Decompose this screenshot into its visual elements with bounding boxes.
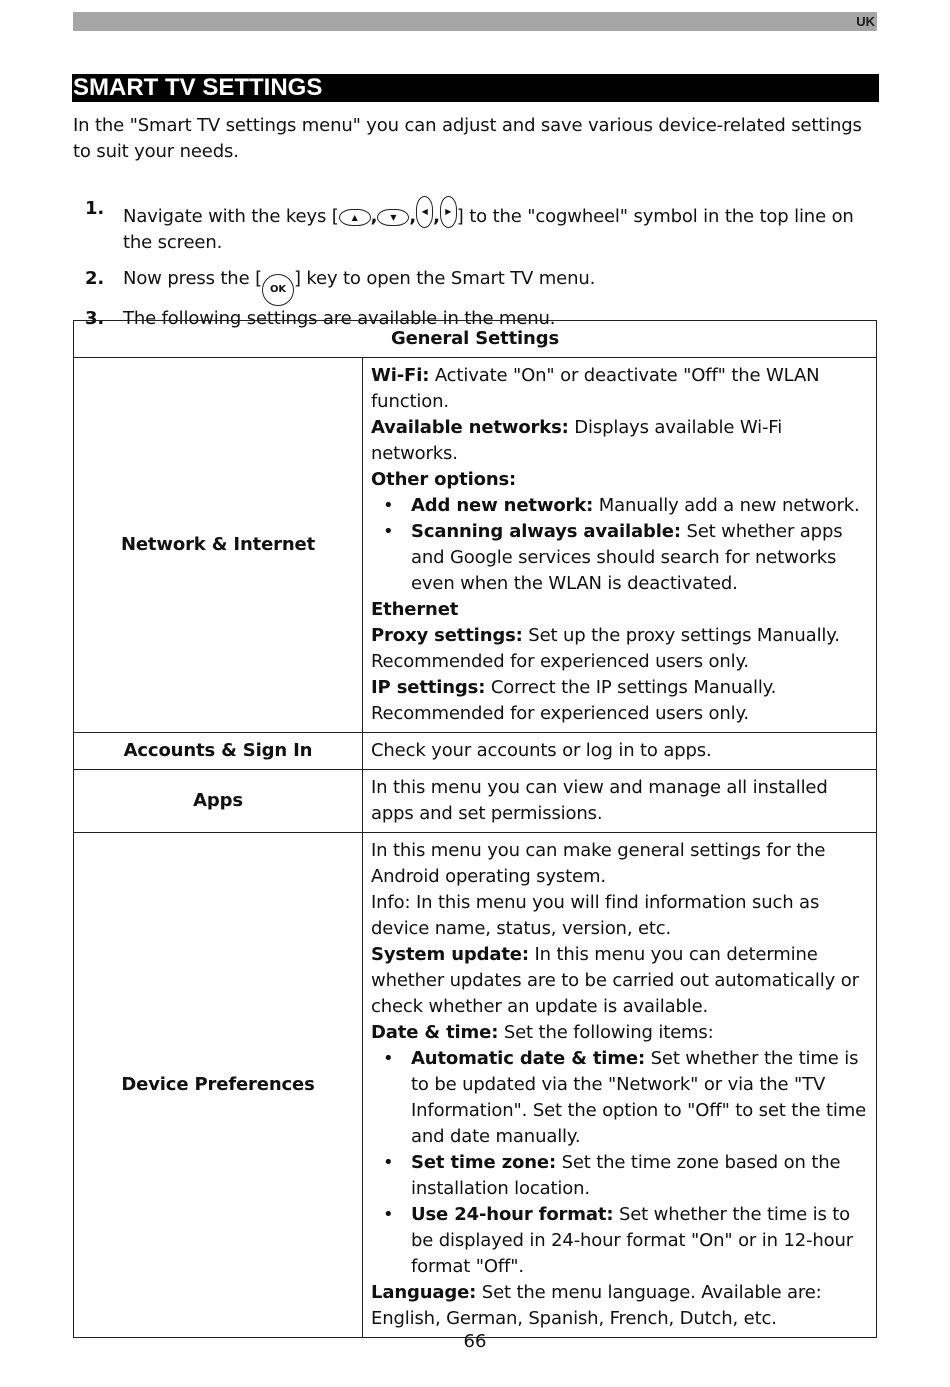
step-text-post: ] to the "cogwheel" symbol in the top line on the screen. — [123, 206, 854, 253]
step-number: 2. — [85, 268, 105, 289]
page-title: SMART TV SETTINGS — [72, 74, 879, 102]
intro-paragraph: In the "Smart TV settings menu" you can adjust and save various device-related settings to suit your needs. — [73, 115, 862, 162]
table-row — [74, 833, 877, 1338]
list-item: • Add new network: Manually add a new network. — [411, 493, 868, 519]
description-accounts: Check your accounts or log in to apps. — [363, 733, 877, 770]
list-item: • Scanning always available: Set whether apps and Google services should search for networks even when the WLAN is deactivated. — [411, 519, 868, 597]
category-device: Device Preferences — [74, 833, 363, 1338]
right-arrow-icon: ▶ — [440, 196, 457, 228]
up-arrow-icon: ▲ — [339, 209, 371, 226]
step-2 — [73, 266, 879, 306]
step-text: The following settings are available in the menu. — [123, 308, 556, 329]
down-arrow-icon: ▼ — [377, 209, 409, 226]
date-options-list — [371, 1046, 868, 1280]
region-label: UK — [856, 14, 875, 29]
category-accounts: Accounts & Sign In — [74, 733, 363, 770]
steps-list — [73, 182, 879, 332]
table-row — [74, 733, 877, 770]
description-network: Wi-Fi: Activate "On" or deactivate "Off" the WLAN function. Available networks: Displays available Wi-Fi networks. Other options: • Add new network: Manually add a new network. • Scanning always available: Set whether apps and Google services should search for networks even when the WLAN is deactivated. Ethernet Proxy settings: Set up the proxy settings Manually. Recommended for experienced users only. IP settings: Correct the IP settings Manually. Recommended for experienced users only. — [363, 358, 877, 733]
settings-table — [73, 320, 877, 1338]
left-arrow-icon: ◀ — [416, 196, 433, 228]
description-device: In this menu you can make general settings for the Android operating system. Info: In this menu you will find information such as device name, status, version, etc. System update: In this menu you can determine whether updates are to be carried out automatically or check whether an update is available. Date & time: Set the following items: • Automatic date & time: Set whether the time is to be updated via the "Network" or via the "TV Information". Set the option to "Off" to set the time and date manually. • Set time zone: Set the time zone based on the installation location. • Use 24-hour format: Set whether the time is to be displayed in 24-hour format "On" or in 12-hour format "Off". Language: Set the menu language. Available are: English, German, Spanish, French, Dutch, etc. — [363, 833, 877, 1338]
description-apps: In this menu you can view and manage all installed apps and set permissions. — [363, 770, 877, 833]
network-options-list — [371, 493, 868, 597]
step-number: 3. — [85, 308, 105, 329]
table-header: General Settings — [74, 321, 877, 358]
list-item: • Use 24-hour format: Set whether the time is to be displayed in 24-hour format "On" or in 12-hour format "Off". — [411, 1202, 868, 1280]
list-item: • Automatic date & time: Set whether the time is to be updated via the "Network" or via the "TV Information". Set the option to "Off" to set the time and date manually. — [411, 1046, 868, 1150]
page-number: 66 — [463, 1331, 487, 1352]
step-text-post: ] key to open the Smart TV menu. — [293, 268, 596, 289]
step-1: 1. Navigate with the keys [ ▲ , ▼ , ◀ , ▶ ] to the "cogwheel" symbol in the top line on the screen. — [85, 198, 854, 253]
category-apps: Apps — [74, 770, 363, 833]
header-bar — [73, 12, 877, 31]
step-number: 1. — [85, 198, 105, 219]
table-header-row — [74, 321, 877, 358]
step-text-pre: Now press the [ — [123, 268, 262, 289]
ok-key-icon: OK — [262, 274, 294, 306]
table-row — [74, 770, 877, 833]
step-text-pre: Navigate with the keys [ — [123, 206, 339, 227]
table-row — [74, 358, 877, 733]
list-item: • Set time zone: Set the time zone based on the installation location. — [411, 1150, 868, 1202]
category-network: Network & Internet — [74, 358, 363, 733]
